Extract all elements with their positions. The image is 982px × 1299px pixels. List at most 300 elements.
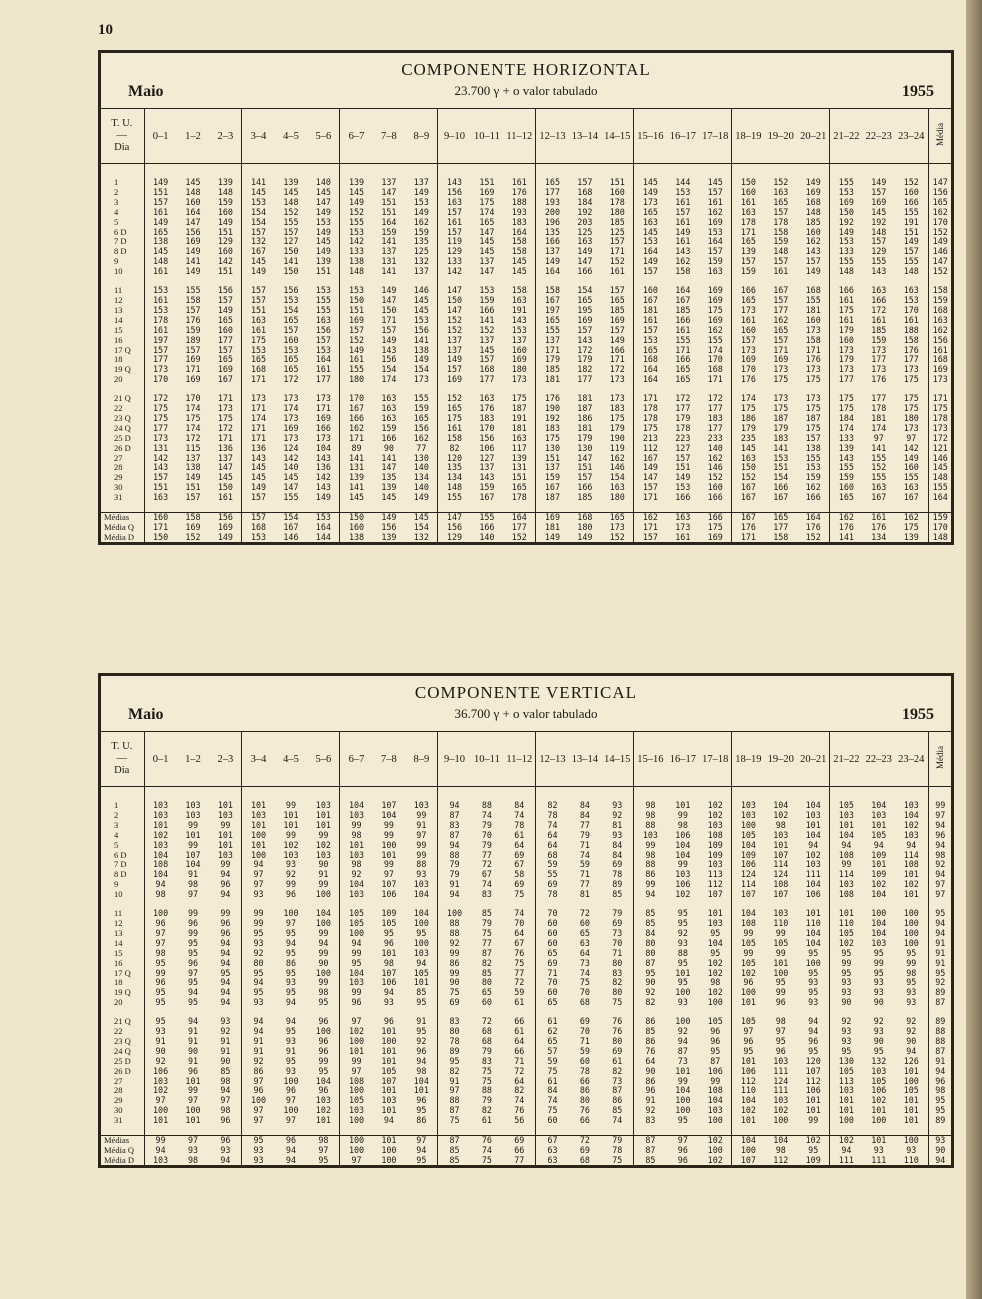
hourly-value: 79: [481, 820, 492, 830]
hourly-value: 164: [315, 355, 331, 365]
hourly-value: 105: [381, 918, 397, 928]
hourly-value: 143: [805, 247, 821, 257]
hourly-value: 64: [514, 1036, 525, 1046]
hourly-value: 91: [416, 820, 427, 830]
hourly-value: 101: [732, 1057, 765, 1067]
hourly-value: 99: [677, 860, 688, 870]
daily-mean: 161: [928, 346, 952, 356]
hourly-value: 135: [536, 228, 569, 238]
mean-value: 100: [381, 1155, 397, 1165]
hourly-value: 171: [217, 394, 233, 404]
mean-value: 180: [577, 523, 593, 532]
hourly-value: 175: [479, 197, 495, 207]
hourly-value: 103: [413, 801, 429, 810]
mean-value: 176: [732, 523, 765, 533]
hourly-value: 155: [283, 493, 299, 503]
hourly-value: 103: [340, 811, 373, 821]
day-label: 7 D: [114, 237, 127, 247]
hourly-value: 106: [805, 1086, 821, 1096]
hourly-value: 149: [903, 453, 919, 463]
hourly-value: 157: [634, 483, 667, 493]
hourly-value: 143: [511, 315, 527, 325]
hourly-value: 179: [675, 413, 691, 423]
mean-value: 169: [536, 513, 569, 523]
hourly-value: 149: [217, 217, 233, 227]
hourly-value: 169: [185, 355, 201, 365]
mean-value: 102: [797, 1136, 830, 1146]
hourly-value: 157: [871, 187, 887, 197]
hourly-value: 95: [732, 1047, 765, 1057]
hourly-value: 165: [283, 365, 299, 375]
hourly-value: 155: [903, 257, 919, 267]
hourly-value: 64: [514, 1076, 525, 1086]
hourly-value: 165: [609, 295, 625, 305]
hourly-value: 99: [340, 949, 373, 959]
hourly-value: 162: [805, 483, 821, 493]
hourly-value: 173: [805, 325, 821, 335]
media-column-header: [928, 732, 952, 787]
hourly-value: 99: [775, 928, 786, 938]
hourly-value: 84: [612, 840, 623, 850]
hourly-value: 137: [536, 336, 569, 346]
hourly-value: 93: [808, 998, 819, 1008]
hourly-value: 97: [242, 880, 275, 890]
hourly-value: 120: [438, 454, 471, 464]
hourly-value: 106: [479, 443, 495, 453]
hourly-value: 146: [707, 463, 723, 473]
hourly-value: 139: [732, 247, 765, 257]
hourly-value: 165: [675, 365, 691, 375]
daily-mean: 87: [928, 1047, 952, 1057]
hourly-value: 98: [144, 890, 177, 900]
hourly-value: 145: [634, 178, 667, 188]
day-label: 20: [114, 375, 123, 385]
hourly-value: 103: [413, 948, 429, 958]
hourly-value: 163: [511, 433, 527, 443]
day-label: 13: [114, 305, 123, 315]
hourly-value: 59: [536, 1057, 569, 1067]
hourly-value: 99: [775, 988, 786, 998]
hourly-value: 100: [315, 1027, 331, 1037]
mean-value: 97: [340, 1156, 373, 1166]
hourly-value: 92: [677, 928, 688, 938]
mean-value: 164: [503, 513, 536, 523]
hourly-value: 169: [577, 315, 593, 325]
hourly-value: 157: [185, 305, 201, 315]
hourly-value: 99: [187, 1086, 199, 1096]
hourly-value: 187: [511, 404, 527, 414]
hourly-value: 175: [609, 413, 625, 423]
hourly-value: 104: [732, 1096, 765, 1106]
spacer-row: [100, 1126, 952, 1136]
hourly-value: 94: [187, 988, 199, 998]
hourly-value: 102: [707, 801, 723, 810]
hourly-value: 98: [634, 851, 667, 861]
hourly-value: 173: [609, 375, 625, 385]
hourly-value: 152: [438, 326, 471, 336]
hourly-value: 65: [536, 949, 569, 959]
hourly-value: 175: [536, 434, 569, 444]
hourly-value: 105: [732, 939, 765, 949]
hourly-value: 97: [220, 1096, 231, 1106]
hourly-value: 103: [381, 1096, 397, 1106]
hourly-value: 103: [830, 880, 863, 890]
hourly-value: 167: [732, 483, 765, 493]
hourly-value: 92: [438, 939, 471, 949]
hourly-value: 99: [220, 909, 231, 919]
hourly-value: 157: [707, 247, 723, 257]
hourly-value: 155: [871, 453, 887, 463]
data-grid: [100, 732, 952, 1166]
hourly-value: 102: [773, 1106, 789, 1116]
hourly-value: 169: [609, 315, 625, 325]
mean-label: Média Q: [104, 523, 134, 532]
hourly-value: 149: [315, 247, 331, 257]
hourly-value: 167: [732, 493, 765, 503]
hourly-value: 167: [773, 286, 789, 296]
day-label: 17 Q: [114, 968, 131, 978]
mean-value: 156: [381, 523, 397, 532]
hourly-value: 99: [318, 948, 329, 958]
hourly-value: 69: [514, 880, 525, 890]
mean-value: 166: [479, 523, 495, 532]
hourly-value: 160: [217, 207, 233, 217]
hourly-value: 94: [340, 939, 373, 949]
hourly-value: 103: [217, 850, 233, 860]
hourly-value: 83: [481, 890, 492, 900]
mean-value: 102: [699, 1136, 732, 1146]
hourly-value: 161: [511, 178, 527, 187]
mean-value: 168: [569, 513, 602, 523]
hourly-value: 173: [830, 365, 863, 375]
hourly-value: 150: [732, 463, 765, 473]
hourly-value: 107: [185, 850, 201, 860]
hourly-value: 87: [481, 948, 492, 958]
hourly-value: 173: [830, 346, 863, 356]
daily-mean: 146: [928, 454, 952, 464]
mean-value: 111: [871, 1155, 887, 1165]
hourly-value: 82: [481, 958, 492, 968]
hourly-value: 99: [187, 840, 199, 850]
hourly-value: 64: [514, 840, 525, 850]
hourly-value: 177: [707, 423, 723, 433]
hourly-value: 157: [438, 228, 471, 238]
hourly-value: 88: [481, 1086, 492, 1096]
hourly-value: 64: [514, 928, 525, 938]
mean-value: 93: [873, 1146, 884, 1155]
hourly-value: 115: [185, 443, 201, 453]
hourly-value: 103: [707, 820, 723, 830]
hourly-value: 95: [340, 959, 373, 969]
hourly-value: 88: [481, 801, 492, 810]
hourly-value: 90: [634, 978, 667, 988]
hourly-value: 98: [144, 949, 177, 959]
hourly-value: 135: [413, 237, 429, 247]
hourly-value: 185: [577, 493, 593, 503]
mean-row: [100, 1156, 952, 1166]
hourly-value: 99: [416, 850, 427, 860]
hourly-value: 94: [187, 1017, 199, 1027]
hourly-value: 56: [514, 1116, 525, 1126]
hourly-value: 171: [242, 424, 275, 434]
hourly-value: 142: [315, 473, 331, 483]
hourly-value: 96: [808, 1036, 819, 1046]
hourly-value: 77: [416, 443, 427, 453]
hourly-value: 110: [830, 919, 863, 929]
hourly-value: 104: [732, 841, 765, 851]
hourly-value: 67: [514, 860, 525, 870]
hourly-value: 100: [707, 998, 723, 1008]
hour-column-header: 12–13: [536, 732, 569, 787]
mean-value: 97: [177, 1136, 210, 1146]
hourly-value: 92: [873, 1017, 884, 1027]
hourly-value: 66: [579, 1076, 590, 1086]
hourly-value: 196: [536, 218, 569, 228]
hourly-value: 136: [315, 463, 331, 473]
dash-label: —: [116, 753, 127, 764]
hourly-value: 99: [873, 958, 884, 968]
hourly-value: 77: [579, 880, 590, 890]
hourly-value: 173: [773, 365, 789, 375]
daily-mean: 121: [928, 444, 952, 454]
hourly-value: 104: [340, 880, 373, 890]
hourly-value: 139: [315, 257, 331, 267]
hourly-value: 100: [675, 1017, 691, 1027]
overall-mean: 159: [928, 513, 952, 523]
hourly-value: 167: [871, 493, 887, 503]
hourly-value: 80: [481, 978, 492, 988]
hourly-value: 103: [315, 1096, 331, 1106]
hourly-value: 145: [479, 345, 495, 355]
hourly-value: 94: [416, 1056, 427, 1066]
hourly-value: 141: [185, 257, 201, 267]
hourly-value: 96: [775, 1046, 786, 1056]
hourly-value: 171: [242, 434, 275, 444]
hourly-value: 166: [381, 433, 397, 443]
hourly-value: 78: [579, 1066, 590, 1076]
hourly-value: 106: [732, 1067, 765, 1077]
hourly-value: 99: [906, 958, 917, 968]
hourly-value: 151: [340, 306, 373, 316]
hourly-value: 99: [383, 860, 394, 870]
hourly-value: 97: [340, 1017, 373, 1027]
hourly-value: 160: [634, 286, 667, 296]
day-label: 9: [114, 880, 119, 890]
hourly-value: 181: [577, 423, 593, 433]
hourly-value: 96: [144, 919, 177, 929]
hourly-value: 139: [340, 178, 373, 188]
hourly-value: 174: [479, 207, 495, 217]
day-label: 25 D: [114, 433, 131, 443]
hourly-value: 95: [808, 988, 819, 998]
hourly-value: 141: [773, 443, 789, 453]
hourly-value: 159: [805, 473, 821, 483]
hourly-value: 145: [283, 473, 299, 483]
mean-value: 103: [144, 1156, 177, 1166]
hourly-value: 157: [732, 336, 765, 346]
mean-value: 156: [209, 513, 242, 523]
hourly-value: 161: [830, 296, 863, 306]
hourly-value: 93: [144, 1027, 177, 1037]
tu-label: T. U.: [111, 118, 133, 129]
hourly-value: 111: [773, 1086, 789, 1096]
spacer-row: [100, 1008, 952, 1017]
hourly-value: 165: [283, 315, 299, 325]
hourly-value: 55: [536, 870, 569, 880]
hourly-value: 99: [830, 860, 863, 870]
hourly-value: 96: [318, 1036, 329, 1046]
day-row: [100, 198, 952, 208]
mean-row: [100, 523, 952, 533]
hourly-value: 163: [315, 315, 331, 325]
hourly-value: 93: [873, 978, 884, 988]
hourly-value: 185: [675, 305, 691, 315]
daily-mean: 162: [928, 326, 952, 336]
hourly-value: 61: [481, 1116, 492, 1126]
hourly-value: 93: [830, 978, 863, 988]
hourly-value: 149: [675, 473, 691, 483]
mean-value: 149: [577, 532, 593, 542]
hourly-value: 103: [805, 810, 821, 820]
hourly-value: 100: [340, 1086, 373, 1096]
hourly-value: 104: [340, 969, 373, 979]
daily-mean: 94: [928, 1067, 952, 1077]
hourly-value: 113: [830, 1077, 863, 1087]
hourly-value: 82: [438, 444, 471, 454]
hourly-value: 155: [185, 286, 201, 296]
hourly-value: 101: [315, 1116, 331, 1126]
hourly-value: 133: [830, 434, 863, 444]
day-row: [100, 444, 952, 454]
hourly-value: 70: [514, 918, 525, 928]
hourly-value: 102: [283, 840, 299, 850]
hourly-value: 162: [707, 453, 723, 463]
month-label: Maio: [128, 83, 164, 100]
hourly-value: 96: [220, 928, 231, 938]
hourly-value: 171: [381, 315, 397, 325]
hourly-value: 95: [438, 1057, 471, 1067]
hourly-value: 98: [634, 801, 667, 811]
hourly-value: 97: [187, 1096, 199, 1106]
hourly-value: 171: [805, 345, 821, 355]
hourly-value: 175: [217, 413, 233, 423]
hourly-value: 157: [438, 365, 471, 375]
hourly-value: 98: [220, 1076, 231, 1086]
hourly-value: 103: [675, 870, 691, 880]
hourly-value: 169: [773, 355, 789, 365]
hourly-value: 95: [285, 988, 296, 998]
hour-column-header: 17–18: [699, 732, 732, 787]
mean-value: 77: [514, 1155, 525, 1165]
hourly-value: 146: [413, 286, 429, 296]
hourly-value: 165: [773, 325, 789, 335]
hourly-value: 137: [413, 178, 429, 187]
hourly-value: 150: [340, 296, 373, 306]
mean-value: 85: [438, 1156, 471, 1166]
hourly-value: 166: [675, 493, 691, 503]
hourly-value: 99: [383, 820, 394, 830]
hourly-value: 95: [830, 969, 863, 979]
hourly-value: 102: [340, 1027, 373, 1037]
hourly-value: 157: [242, 228, 275, 238]
hourly-value: 99: [732, 949, 765, 959]
hourly-value: 164: [675, 286, 691, 296]
hourly-value: 148: [830, 267, 863, 277]
hour-column-header: 11–12: [503, 109, 536, 164]
mean-value: 98: [775, 1146, 786, 1155]
table-header: [100, 52, 952, 109]
hourly-value: 104: [805, 880, 821, 890]
hourly-value: 149: [340, 198, 373, 208]
hourly-value: 160: [805, 227, 821, 237]
hourly-value: 157: [144, 473, 177, 483]
hourly-value: 73: [579, 958, 590, 968]
hourly-value: 80: [612, 958, 623, 968]
hourly-value: 71: [579, 1036, 590, 1046]
hourly-value: 136: [217, 443, 233, 453]
hourly-value: 182: [577, 365, 593, 375]
hourly-value: 151: [577, 463, 593, 473]
hourly-value: 94: [285, 998, 296, 1008]
hourly-value: 74: [514, 909, 525, 919]
hourly-value: 152: [479, 325, 495, 335]
hourly-value: 161: [903, 315, 919, 325]
hourly-value: 93: [808, 978, 819, 988]
hourly-value: 76: [612, 1017, 623, 1027]
hourly-value: 183: [536, 424, 569, 434]
hourly-value: 126: [903, 1056, 919, 1066]
hourly-value: 155: [536, 326, 569, 336]
hourly-value: 91: [187, 870, 199, 880]
day-row: [100, 969, 952, 979]
hourly-value: 165: [283, 355, 299, 365]
hourly-value: 63: [579, 938, 590, 948]
hourly-value: 114: [773, 860, 789, 870]
hourly-value: 139: [511, 453, 527, 463]
hourly-value: 93: [906, 988, 917, 998]
day-label: 30: [114, 1106, 123, 1116]
hourly-value: 154: [773, 473, 789, 483]
hourly-value: 74: [514, 1096, 525, 1106]
day-row: [100, 296, 952, 306]
hourly-value: 95: [144, 988, 177, 998]
hour-column-header: 19–20: [764, 732, 797, 787]
hourly-value: 145: [242, 473, 275, 483]
hourly-value: 96: [416, 1046, 427, 1056]
hourly-value: 74: [536, 1096, 569, 1106]
daily-mean: 95: [928, 1096, 952, 1106]
hourly-value: 180: [609, 207, 625, 217]
hourly-value: 161: [438, 424, 471, 434]
hourly-value: 75: [514, 890, 525, 900]
mean-label: Médias: [100, 513, 144, 523]
mean-value: 181: [536, 523, 569, 533]
hourly-value: 78: [536, 811, 569, 821]
hourly-value: 104: [340, 801, 373, 811]
hourly-value: 102: [773, 810, 789, 820]
hourly-value: 149: [144, 218, 177, 228]
hourly-value: 165: [732, 296, 765, 306]
hourly-value: 187: [773, 413, 789, 423]
hourly-value: 183: [511, 217, 527, 227]
hourly-value: 191: [511, 413, 527, 423]
mean-value: 93: [220, 1146, 231, 1155]
hourly-value: 100: [732, 988, 765, 998]
mean-value: 102: [707, 1155, 723, 1165]
hourly-value: 106: [675, 880, 691, 890]
hourly-value: 93: [285, 1036, 296, 1046]
hourly-value: 79: [438, 860, 471, 870]
